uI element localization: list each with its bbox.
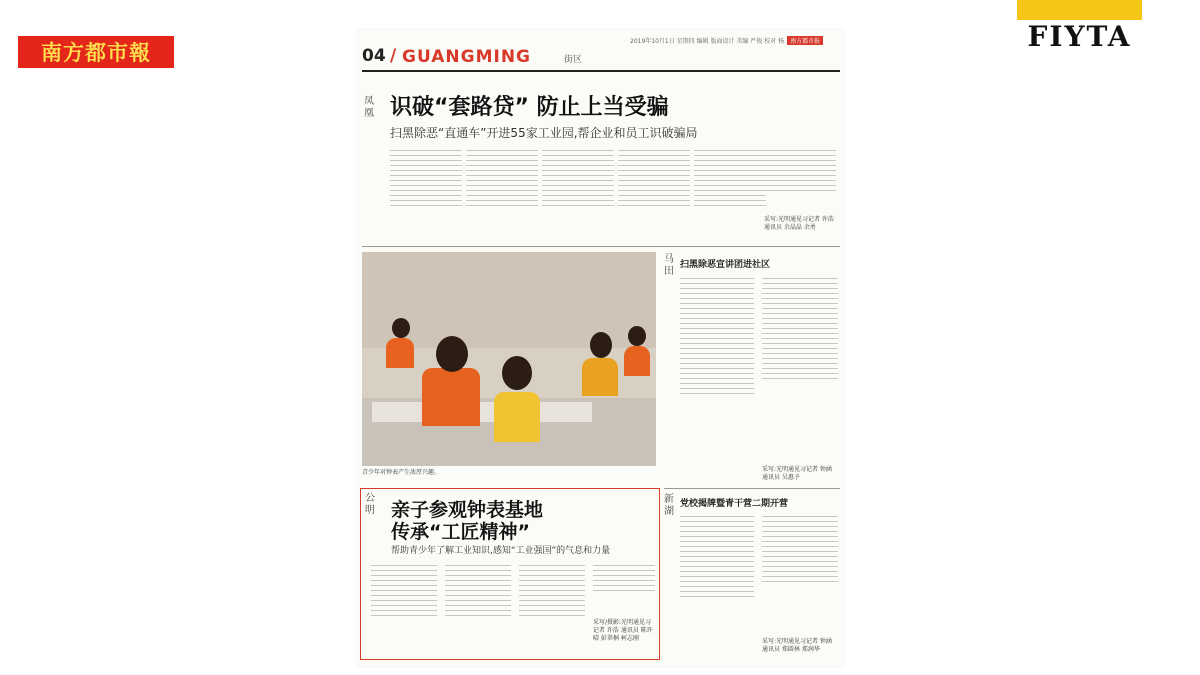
feature-headline-line2: 传承“工匠精神” — [391, 521, 530, 543]
fiyta-logo: FIYTA — [1027, 20, 1132, 53]
page-number: 04 — [362, 46, 386, 66]
news-photo — [362, 252, 656, 466]
section-rule — [664, 488, 840, 489]
header-rule — [362, 70, 840, 72]
top-story-location: 凤凰 — [364, 96, 374, 119]
body-column — [371, 561, 437, 653]
body-column — [764, 146, 836, 220]
side-story-1-credit: 采写:光明通见习记者 钟涵 通讯员 吴惠予 — [762, 466, 832, 481]
feature-credit: 采写/摄影:光明通见习记者 许浩 通讯员 陈许晴 彭翠桐 柯志刚 — [593, 619, 653, 642]
feature-subhead: 帮助青少年了解工业知识,感知“工业强国”的气息和力量 — [391, 546, 611, 556]
fiyta-brand-bar — [1017, 0, 1142, 20]
side-story-2-credit: 采写:光明通见习记者 钟涵 通讯员 郑圆林 郑润华 — [762, 638, 832, 653]
body-column — [680, 512, 754, 652]
photo-caption: 青少年对钟表产生浓厚兴趣。 — [362, 469, 441, 476]
body-column — [618, 146, 690, 246]
section-rule — [362, 246, 840, 247]
top-story-headline: 识破“套路贷” 防止上当受骗 — [390, 95, 669, 120]
top-story-subhead: 扫黑除恶“直通车”开进55家工业园,帮企业和员工识破骗局 — [390, 126, 698, 140]
nandu-logo: 南方都市報 — [18, 36, 174, 68]
section-name: GUANGMING — [402, 47, 531, 67]
top-story-credit: 采写:光明通见习记者 许浩 通讯员 余晶晶 余勇 — [764, 216, 834, 231]
body-column — [593, 561, 655, 609]
page-meta-text: 2019年10月1日 星期四 编辑 版面设计 美编 严俊 校对 杨 — [630, 38, 785, 45]
side-story-1-title: 扫黑除恶宣讲团进社区 — [680, 260, 771, 270]
body-column — [762, 512, 838, 628]
district-label: 街区 — [564, 55, 583, 65]
body-column — [390, 146, 462, 246]
highlighted-article — [360, 488, 660, 660]
body-column — [445, 561, 511, 653]
feature-headline-line1: 亲子参观钟表基地 — [391, 499, 544, 521]
body-column — [466, 146, 538, 246]
page-meta — [630, 36, 823, 45]
body-column — [694, 146, 766, 246]
side-story-2-title: 党校揭牌暨青干营二期开营 — [680, 499, 789, 509]
body-column — [680, 274, 754, 470]
feature-location: 公明 — [365, 493, 375, 516]
body-column — [762, 274, 838, 450]
side-story-2-location: 新湖 — [664, 494, 674, 517]
body-column — [519, 561, 585, 653]
page-meta-tag: 南方都市报 — [787, 36, 823, 45]
body-column — [542, 146, 614, 246]
newspaper-page — [358, 30, 844, 666]
slash-divider: / — [390, 46, 397, 66]
side-story-1-location: 马田 — [664, 254, 674, 277]
